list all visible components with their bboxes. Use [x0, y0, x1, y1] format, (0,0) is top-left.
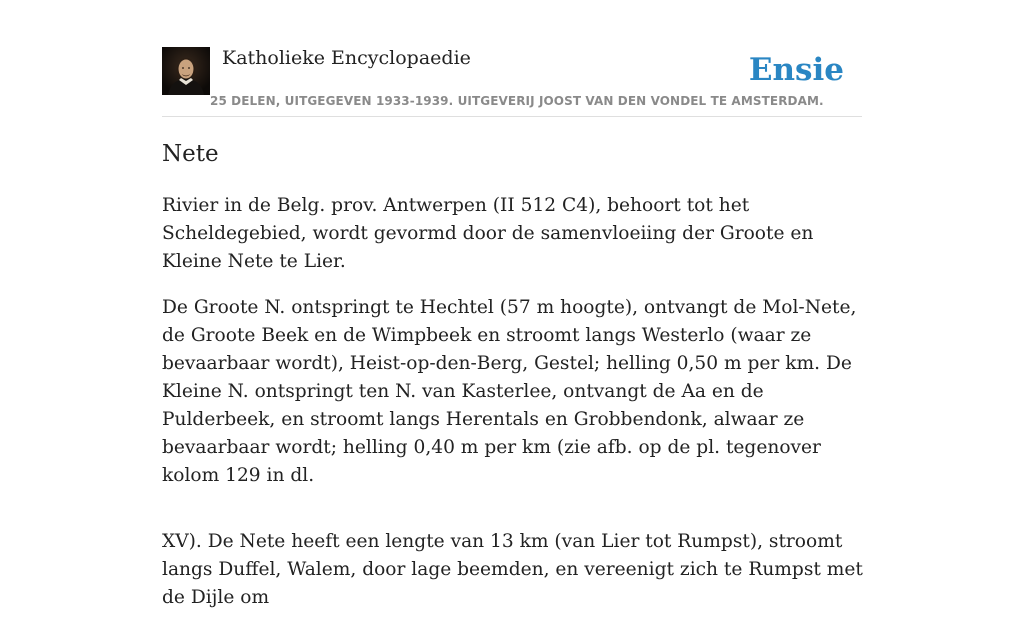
source-subtitle: 25 DELEN, UITGEGEVEN 1933-1939. UITGEVERIJ JOOST VAN DEN VONDEL TE AMSTERDAM.: [210, 94, 824, 108]
source-header: [162, 46, 862, 117]
article-paragraph: XV). De Nete heeft een lengte van 13 km (van Lier tot Rumpst), stroomt langs Duffel, Walem, door lage beemden, en vereenigt zich te Rumpst met de Dijle om: [162, 531, 863, 608]
article-paragraph: Rivier in de Belg. prov. Antwerpen (II 512 C4), behoort tot het Scheldegebied, wordt gevormd door de samenvloeiing der Groote en Kleine Nete te Lier.: [162, 195, 814, 272]
source-avatar[interactable]: [162, 47, 210, 95]
article-body: [162, 192, 868, 630]
article-title: Nete: [162, 141, 219, 167]
source-title[interactable]: Katholieke Encyclopaedie: [222, 47, 471, 69]
portrait-image: [162, 47, 210, 95]
ensie-logo[interactable]: Ensie: [748, 52, 844, 88]
article-paragraph: De Groote N. ontspringt te Hechtel (57 m hoogte), ontvangt de Mol-Nete, de Groote Beek en de Wimpbeek en stroomt langs Westerlo (waar ze bevaarbaar wordt), Heist-op-den-Berg, Gestel; helling 0,50 m per km. De Kleine N. ontspringt ten N. van Kasterlee, ontvangt de Aa en de Pulderbeek, en stroomt langs Herentals en Grobbendonk, alwaar ze bevaarbaar wordt; helling 0,40 m per km (zie afb. op de pl. tegenover kolom 129 in dl.: [162, 297, 857, 486]
